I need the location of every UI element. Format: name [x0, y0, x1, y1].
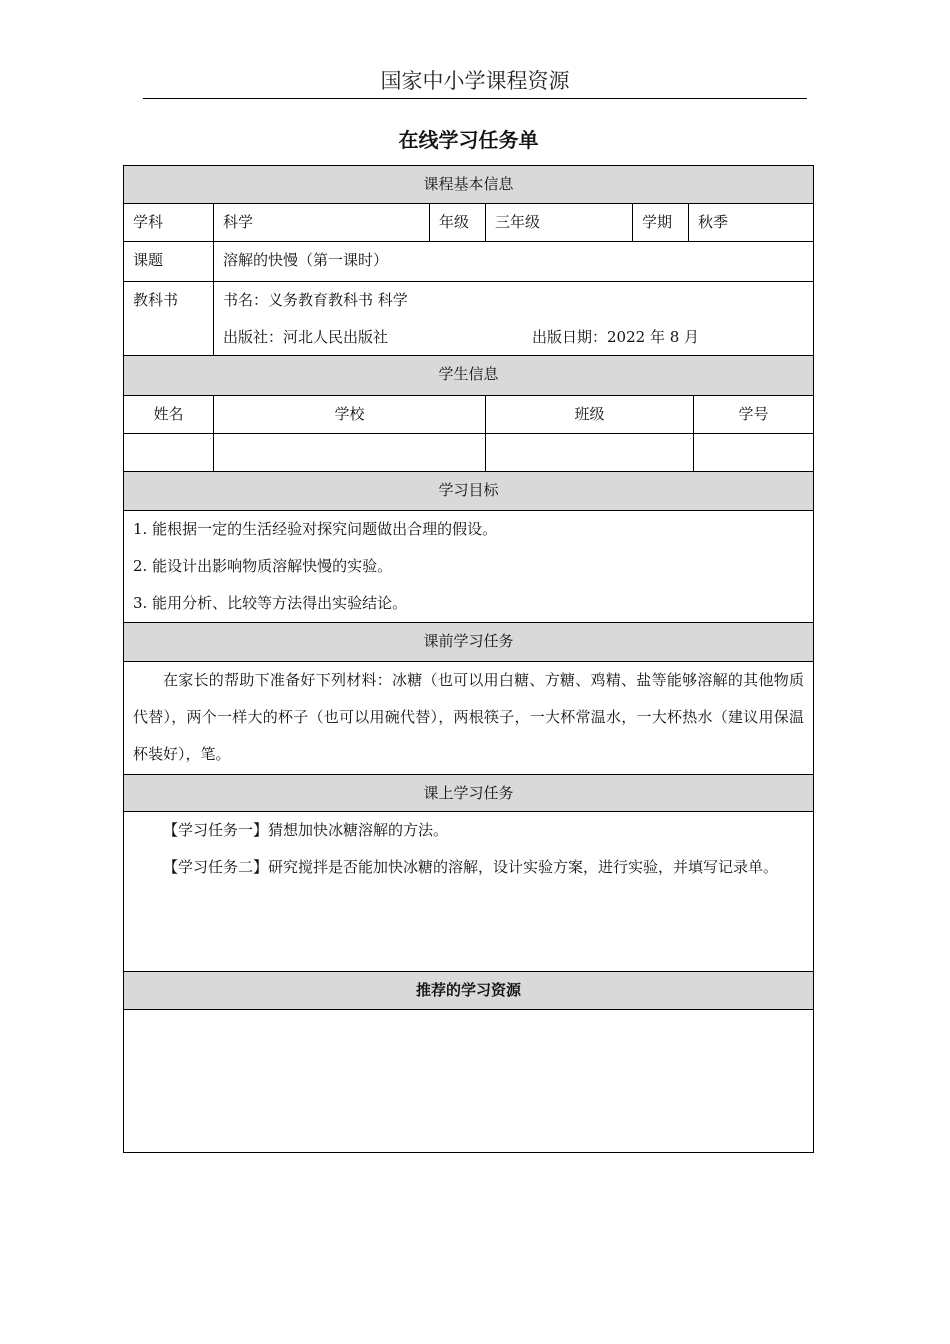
resources-heading: 推荐的学习资源	[123, 971, 814, 1010]
student-name-header: 姓名	[123, 395, 214, 434]
textbook-details	[213, 281, 814, 356]
resources-content	[123, 1009, 814, 1153]
page-header: 国家中小学课程资源	[143, 64, 807, 99]
objectives-list	[123, 510, 814, 623]
textbook-label: 教科书	[123, 281, 214, 356]
term-value: 秋季	[688, 203, 814, 242]
topic-value: 溶解的快慢（第一课时）	[213, 241, 814, 282]
course-info-heading: 课程基本信息	[123, 165, 814, 204]
objective-item: 3. 能用分析、比较等方法得出实验结论。	[133, 594, 408, 612]
document-title: 在线学习任务单	[398, 128, 539, 152]
pre-class-content	[123, 661, 814, 775]
textbook-publish-date: 出版日期：2022 年 8 月	[532, 328, 700, 346]
task-sheet-table	[123, 165, 814, 1153]
topic-label: 课题	[123, 241, 214, 282]
student-class-input[interactable]	[485, 433, 694, 472]
student-id-input[interactable]	[693, 433, 814, 472]
objective-item: 2. 能设计出影响物质溶解快慢的实验。	[133, 557, 393, 575]
in-class-task: 【学习任务二】研究搅拌是否能加快冰糖的溶解，设计实验方案，进行实验，并填写记录单。	[163, 858, 779, 876]
textbook-publish-row	[223, 319, 804, 356]
pre-class-text: 在家长的帮助下准备好下列材料：冰糖（也可以用白糖、方糖、鸡精、盐等能够溶解的其他物质代替），两个一样大的杯子（也可以用碗代替），两根筷子，一大杯常温水，一大杯热水（建议用保温杯装好），笔。	[133, 671, 804, 763]
student-school-header: 学校	[213, 395, 486, 434]
in-class-heading: 课上学习任务	[123, 774, 814, 812]
student-school-input[interactable]	[213, 433, 486, 472]
in-class-task: 【学习任务一】猜想加快冰糖溶解的方法。	[163, 821, 449, 839]
objective-item: 1. 能根据一定的生活经验对探究问题做出合理的假设。	[133, 520, 498, 538]
student-id-header: 学号	[693, 395, 814, 434]
in-class-content	[123, 811, 814, 972]
student-info-heading: 学生信息	[123, 355, 814, 396]
subject-label: 学科	[123, 203, 214, 242]
student-class-header: 班级	[485, 395, 694, 434]
term-label: 学期	[632, 203, 689, 242]
textbook-book-name: 书名：义务教育教科书 科学	[223, 291, 408, 309]
subject-value: 科学	[213, 203, 430, 242]
pre-class-heading: 课前学习任务	[123, 622, 814, 662]
grade-label: 年级	[429, 203, 486, 242]
grade-value: 三年级	[485, 203, 633, 242]
textbook-publisher: 出版社：河北人民出版社	[223, 328, 389, 346]
objectives-heading: 学习目标	[123, 471, 814, 511]
student-name-input[interactable]	[123, 433, 214, 472]
